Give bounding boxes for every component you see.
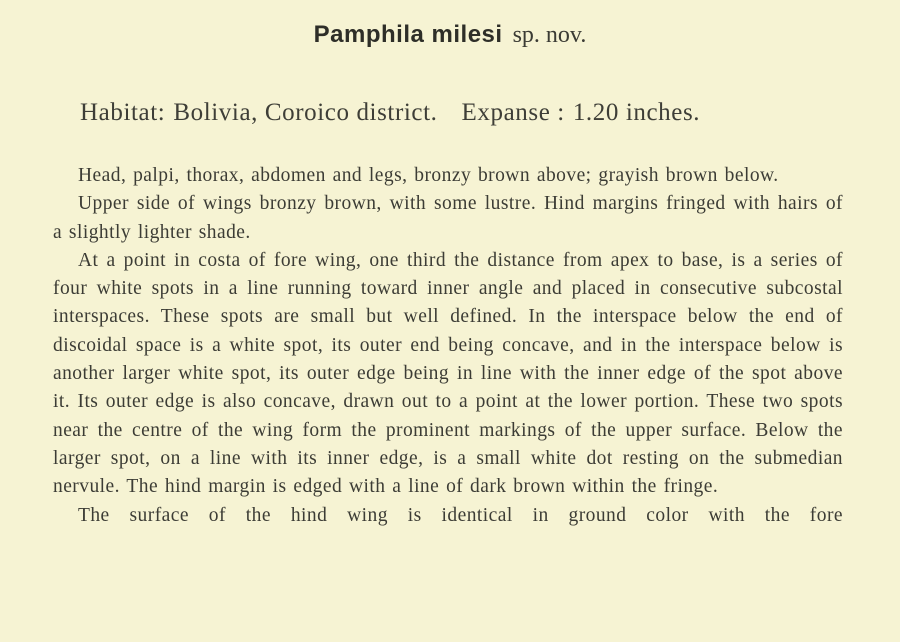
paragraph-body-parts: Head, palpi, thorax, abdomen and legs, bronzy brown above; grayish brown below. [78, 165, 779, 186]
expanse-label: Expanse : [461, 99, 565, 126]
description-body [53, 162, 843, 530]
paragraph-upper-side: Upper side of wings bronzy brown, with some lustre. Hind margins fringed with hairs of a slightly lighter shade. [53, 193, 843, 243]
habitat-label: Habitat: [80, 99, 166, 126]
habitat-line [80, 99, 840, 127]
expanse-value: 1.20 inches. [572, 99, 701, 126]
species-status: sp. nov. [512, 22, 587, 48]
species-name: Pamphila milesi [313, 21, 503, 48]
species-title [0, 20, 900, 49]
habitat-value: Bolivia, Coroico district. [173, 99, 438, 126]
paragraph-hind-wing: The surface of the hind wing is identical in ground color with the fore [78, 504, 843, 526]
paragraph-fore-wing-spots: At a point in costa of fore wing, one third the distance from apex to base, is a series of four white spots in a line running toward inner angle and placed in consecutive subcostal interspaces. These spots are small but well defined. In the interspace below the end of discoidal space is a white spot, its outer end being concave, and in the interspace below is another larger white spot, its outer edge being in line with the inner edge of the spot above it. Its outer edge is also concave, drawn out to a point at the lower portion. These two spots near the centre of the wing form the prominent markings of the upper surface. Below the larger spot, on a line with its inner edge, is a small white dot resting on the submedian nervule. The hind margin is edged with a line of dark brown within the fringe. [53, 249, 843, 498]
